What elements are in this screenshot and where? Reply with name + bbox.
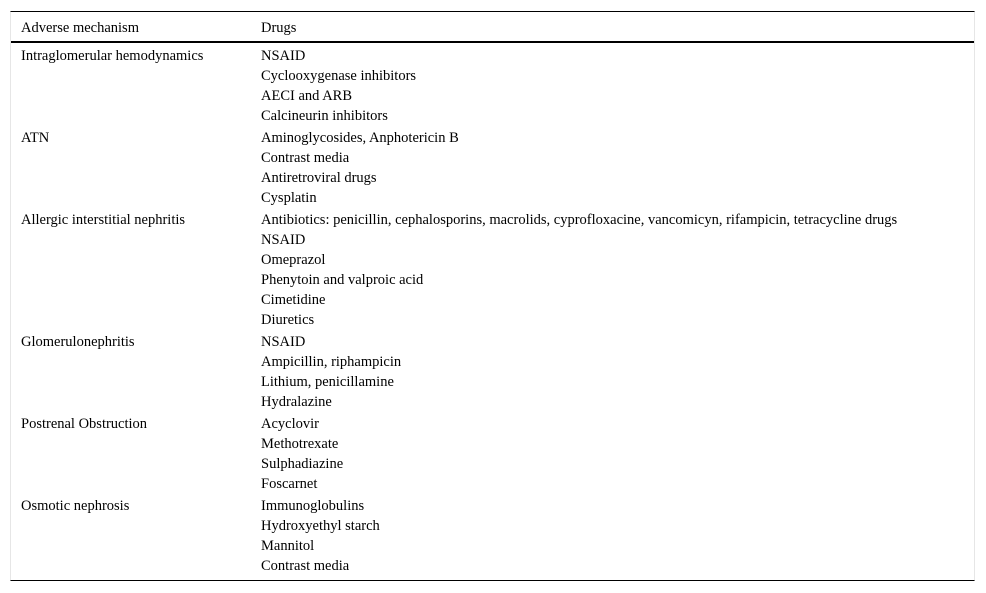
drug-item: Ampicillin, riphampicin bbox=[261, 354, 402, 370]
drug-list bbox=[261, 128, 974, 208]
mechanism-cell: Glomerulonephritis bbox=[21, 334, 135, 350]
drug-item: NSAID bbox=[261, 334, 306, 350]
drug-item: NSAID bbox=[261, 48, 306, 64]
table-row bbox=[11, 332, 974, 412]
drug-list bbox=[261, 414, 974, 494]
drug-item: Mannitol bbox=[261, 538, 315, 554]
table-row bbox=[11, 496, 974, 576]
drug-item: Contrast media bbox=[261, 150, 350, 166]
drug-item: Phenytoin and valproic acid bbox=[261, 272, 424, 288]
table-body bbox=[11, 46, 974, 576]
drug-item: Diuretics bbox=[261, 312, 315, 328]
mechanism-cell: ATN bbox=[21, 130, 50, 146]
mechanism-cell: Allergic interstitial nephritis bbox=[21, 212, 186, 228]
drug-item: Acyclovir bbox=[261, 416, 319, 432]
header-drugs: Drugs bbox=[261, 20, 297, 36]
table-header bbox=[11, 12, 974, 43]
drug-item: NSAID bbox=[261, 232, 306, 248]
header-adverse-mechanism: Adverse mechanism bbox=[21, 20, 139, 36]
table-row bbox=[11, 210, 974, 330]
table-row bbox=[11, 128, 974, 208]
drug-item: Cyclooxygenase inhibitors bbox=[261, 68, 417, 84]
drug-item: Methotrexate bbox=[261, 436, 339, 452]
mechanism-cell: Osmotic nephrosis bbox=[21, 498, 130, 514]
drug-item: Sulphadiazine bbox=[261, 456, 344, 472]
drug-item: Hydralazine bbox=[261, 394, 332, 410]
drug-item: Lithium, penicillamine bbox=[261, 374, 394, 390]
drug-item: Antibiotics: penicillin, cephalosporins, macrolids, cyprofloxacine, vancomicyn, rifampicin, tetracycline drugs bbox=[261, 212, 898, 228]
table-row bbox=[11, 414, 974, 494]
drug-item: Antiretroviral drugs bbox=[261, 170, 377, 186]
drug-item: Cysplatin bbox=[261, 190, 317, 206]
table-row bbox=[11, 46, 974, 126]
mechanism-cell: Postrenal Obstruction bbox=[21, 416, 148, 432]
drug-list bbox=[261, 210, 974, 330]
drug-list bbox=[261, 46, 974, 126]
mechanism-cell: Intraglomerular hemodynamics bbox=[21, 48, 204, 64]
drug-item: Aminoglycosides, Anphotericin B bbox=[261, 130, 459, 146]
drug-item: Calcineurin inhibitors bbox=[261, 108, 388, 124]
drug-item: Hydroxyethyl starch bbox=[261, 518, 380, 534]
drug-item: Foscarnet bbox=[261, 476, 318, 492]
drug-item: Contrast media bbox=[261, 558, 350, 574]
drug-item: Immunoglobulins bbox=[261, 498, 365, 514]
drug-item: Cimetidine bbox=[261, 292, 326, 308]
drug-item: Omeprazol bbox=[261, 252, 326, 268]
drug-mechanism-table bbox=[10, 11, 975, 581]
drug-list bbox=[261, 332, 974, 412]
drug-list bbox=[261, 496, 974, 576]
drug-item: AECI and ARB bbox=[261, 88, 353, 104]
